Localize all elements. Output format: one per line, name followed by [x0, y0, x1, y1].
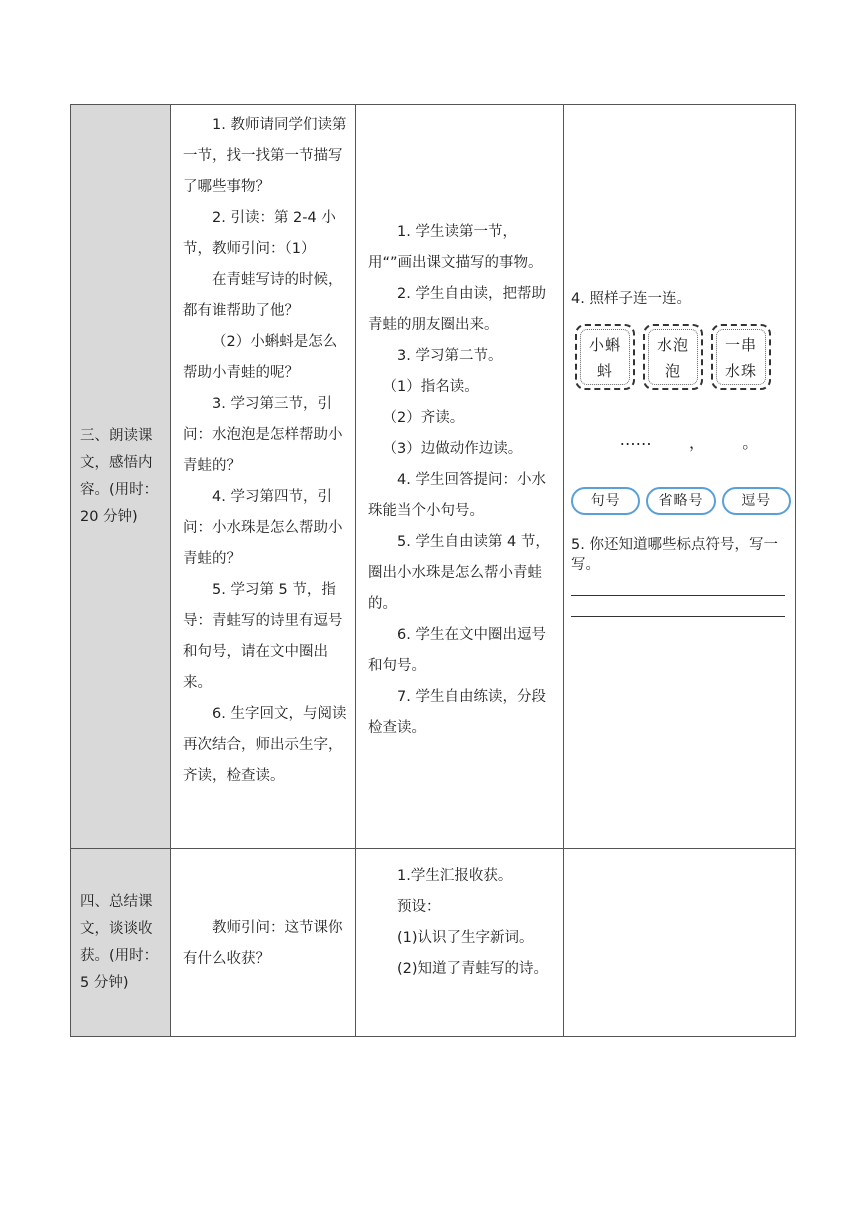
- student-step: (2)知道了青蛙写的诗。: [397, 961, 549, 977]
- student-step: 6. 学生在文中圈出逗号和句号。: [368, 627, 546, 674]
- teacher-step: 1. 教师请同学们读第一节，找一找第一节描写了哪些事物？: [183, 117, 347, 195]
- answer-line: [571, 596, 785, 617]
- student-activity-cell: [356, 105, 564, 849]
- teacher-activity-cell: [171, 105, 356, 849]
- stage-label: 三、朗读课文，感悟内容。(用时：20 分钟): [80, 427, 159, 525]
- student-step: 3. 学习第二节。: [397, 348, 503, 364]
- student-step: 4. 学生回答提问：小水珠能当个小句号。: [368, 472, 546, 519]
- exercise-q4: 4. 照样子连一连。: [571, 291, 691, 307]
- teacher-step: 3. 学习第三节，引问：水泡泡是怎样帮助小青蛙的？: [183, 396, 343, 474]
- punctuation-mark: ……: [619, 430, 652, 449]
- word-card: 水泡泡: [643, 324, 703, 390]
- teacher-activity-cell: [171, 849, 356, 1037]
- punctuation-name: 省略号: [646, 487, 715, 515]
- student-step: 2. 学生自由读，把帮助青蛙的朋友圈出来。: [368, 286, 546, 333]
- stage-label: 四、总结课文，谈谈收获。(用时：5 分钟): [80, 893, 159, 991]
- stage-cell: [71, 105, 171, 849]
- teacher-step: 教师引问：这节课你有什么收获？: [183, 920, 343, 967]
- student-step: 预设：: [397, 899, 441, 915]
- exercise-cell: [564, 849, 796, 1037]
- student-step: （3）边做动作边读。: [382, 441, 523, 457]
- punctuation-name: 逗号: [722, 487, 791, 515]
- student-step: 1. 学生读第一节，用“”画出课文描写的事物。: [368, 224, 543, 271]
- punctuation-mark: ，: [688, 433, 705, 452]
- teacher-step: 6. 生字回文，与阅读再次结合，师出示生字，齐读，检查读。: [183, 706, 347, 784]
- word-card: 一串水珠: [711, 324, 771, 390]
- teacher-step: 2. 引读：第 2-4 小节，教师引问：（1）: [183, 210, 336, 257]
- teacher-step: 在青蛙写诗的时候，都有谁帮助了他？: [183, 272, 343, 319]
- answer-line: [571, 575, 785, 596]
- teacher-step: 4. 学习第四节，引问：小水珠是怎么帮助小青蛙的？: [183, 489, 343, 567]
- table-row-reading: [71, 105, 796, 849]
- student-step: 5. 学生自由读第 4 节，圈出小水珠是怎么帮小青蛙的。: [368, 534, 550, 612]
- exercise-q5: 5. 你还知道哪些标点符号，写一写。: [571, 537, 778, 573]
- student-step: （1）指名读。: [382, 379, 479, 395]
- student-step: 7. 学生自由练读，分段检查读。: [368, 689, 546, 736]
- student-activity-cell: [356, 849, 564, 1037]
- student-step: (1)认识了生字新词。: [397, 930, 534, 946]
- word-cards: [571, 324, 791, 390]
- lesson-plan-table: [70, 104, 796, 1037]
- punctuation-mark: 。: [742, 433, 759, 452]
- teacher-step: （2）小蝌蚪是怎么帮助小青蛙的呢？: [183, 334, 338, 381]
- table-row-summary: [71, 849, 796, 1037]
- punctuation-names: [571, 487, 791, 515]
- word-card: 小蝌蚪: [575, 324, 635, 390]
- stage-cell: [71, 849, 171, 1037]
- student-step: （2）齐读。: [382, 410, 465, 426]
- punctuation-name: 句号: [571, 487, 640, 515]
- exercise-cell: [564, 105, 796, 849]
- punctuation-marks: [571, 430, 791, 453]
- teacher-step: 5. 学习第 5 节，指导：青蛙写的诗里有逗号和句号，请在文中圈出来。: [183, 582, 343, 691]
- student-step: 1.学生汇报收获。: [397, 868, 513, 884]
